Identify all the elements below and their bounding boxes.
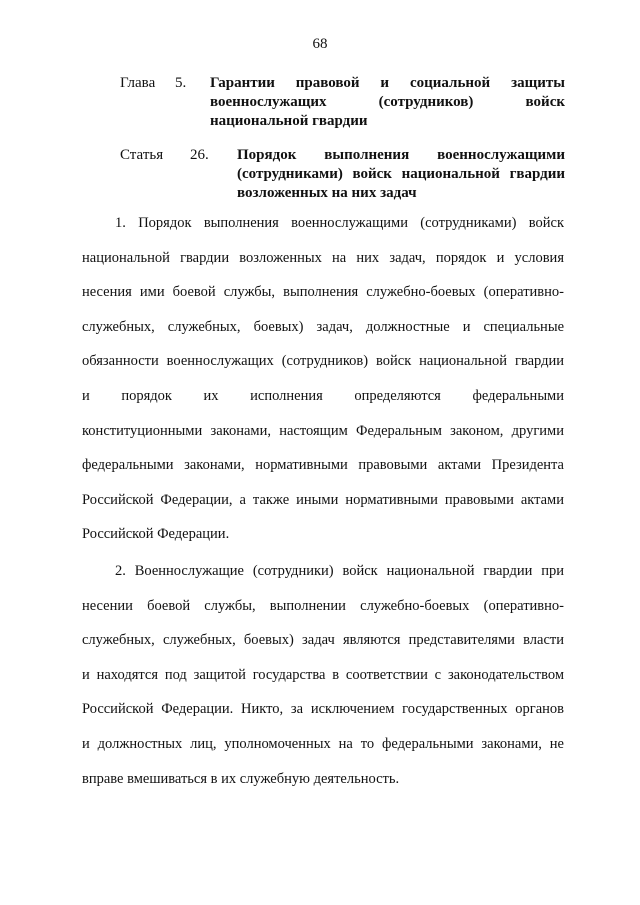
paragraph-line: национальной гвардии возложенных на них задач, порядок и условия — [82, 249, 564, 266]
paragraph-line: Российской Федерации, а также иными нормативными правовыми актами — [82, 491, 564, 508]
chapter-number: 5. — [175, 75, 187, 91]
chapter-label: Глава — [120, 75, 156, 91]
paragraph-2 — [82, 554, 564, 796]
paragraph-line: федеральными законами, нормативными правовыми актами Президента — [82, 457, 564, 474]
article-title-line: (сотрудниками) войск национальной гвардии — [237, 166, 565, 182]
chapter-title-line: национальной гвардии — [210, 113, 368, 129]
paragraph-line: Российской Федерации. — [82, 526, 230, 543]
article-heading — [120, 146, 565, 203]
paragraph-line: вправе вмешиваться в их служебную деятельность. — [82, 770, 400, 787]
article-title-line: Порядок выполнения военнослужащими — [237, 147, 565, 163]
paragraph-line: 1. Порядок выполнения военнослужащими (сотрудниками) войск — [115, 215, 564, 231]
page-number: 68 — [312, 36, 328, 52]
chapter-title-line: военнослужащих (сотрудников) войск — [210, 94, 565, 110]
paragraph-line: и находятся под защитой государства в соответствии с законодательством — [82, 666, 564, 683]
paragraph-1 — [82, 206, 564, 552]
paragraph-line: обязанности военнослужащих (сотрудников) войск национальной гвардии — [82, 353, 564, 370]
article-label: Статья — [120, 147, 164, 163]
article-number: 26. — [190, 147, 209, 163]
paragraph-line: Российской Федерации. Никто, за исключением государственных органов — [82, 701, 564, 718]
paragraph-line: и порядок их исполнения определяются федеральными — [82, 387, 564, 404]
paragraph-line: служебных, служебных, боевых) задач, должностные и специальные — [82, 318, 564, 335]
paragraph-line: несении боевой службы, выполнении служебно-боевых (оперативно- — [82, 597, 564, 614]
article-title — [237, 146, 565, 203]
article-title-line: возложенных на них задач — [237, 185, 417, 201]
paragraph-line: служебных, служебных, боевых) задач являются представителями власти — [82, 632, 564, 649]
paragraph-line: несения ими боевой службы, выполнения служебно-боевых (оперативно- — [82, 284, 564, 301]
paragraph-line: конституционными законами, настоящим Федеральным законом, другими — [82, 422, 564, 439]
paragraph-line: 2. Военнослужащие (сотрудники) войск национальной гвардии при — [115, 563, 564, 579]
chapter-heading — [120, 74, 565, 131]
chapter-title-line: Гарантии правовой и социальной защиты — [210, 75, 565, 91]
chapter-title — [210, 74, 565, 131]
paragraph-line: и должностных лиц, уполномоченных на то федеральными законами, не — [82, 735, 564, 752]
